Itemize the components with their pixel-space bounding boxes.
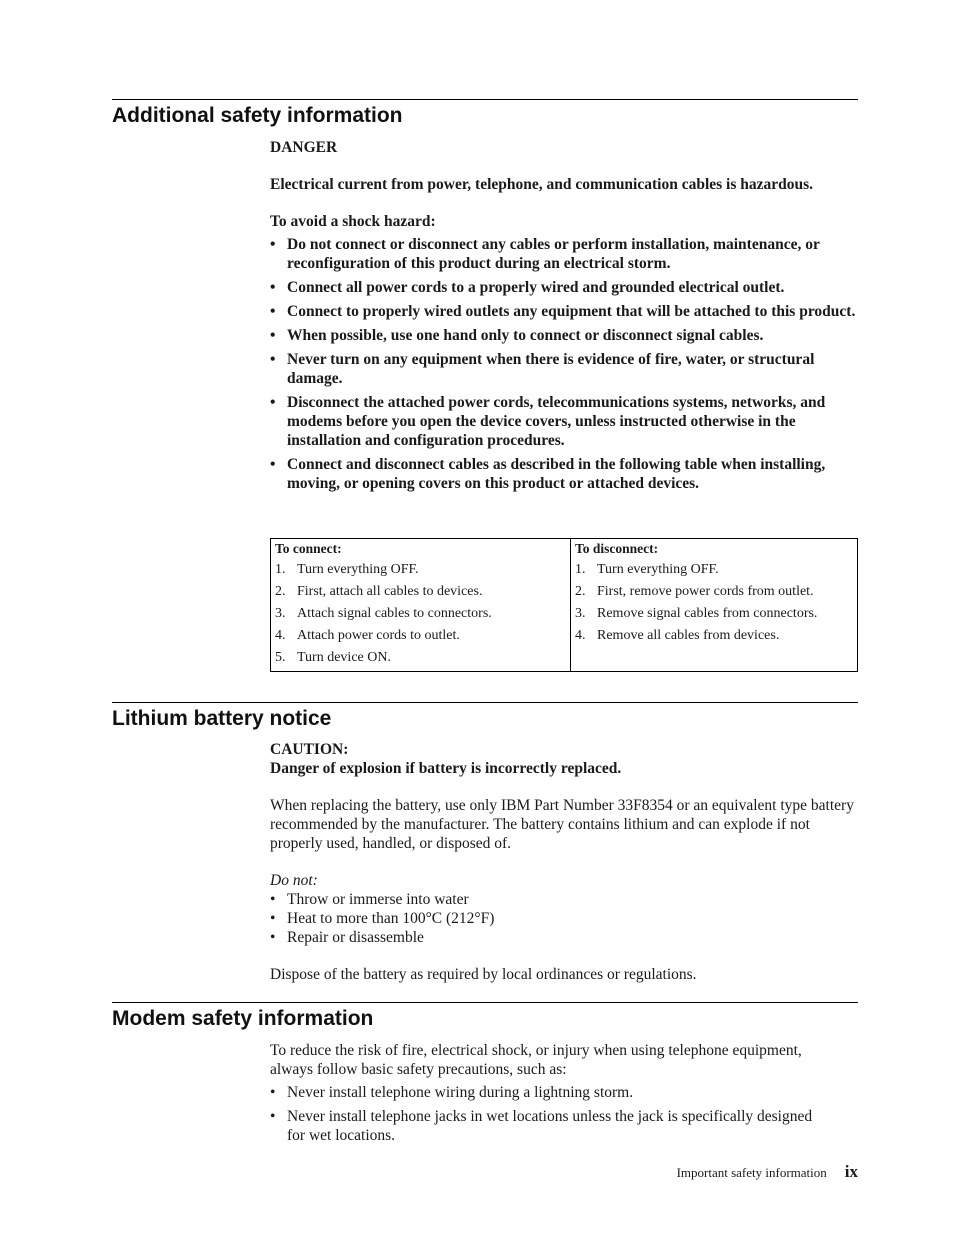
lithium-battery-section: [112, 702, 858, 732]
list-item: • Throw or immerse into water: [270, 890, 855, 909]
modem-safety-section: [112, 1002, 858, 1032]
connect-column: [271, 539, 571, 672]
list-item: • Do not connect or disconnect any cables or perform installation, maintenance, or reconfiguration of this product during an electrical storm.: [270, 235, 860, 273]
section-divider: [112, 99, 858, 100]
danger-label: DANGER: [270, 139, 338, 156]
list-item: • Never turn on any equipment when there is evidence of fire, water, or structural damage.: [270, 350, 860, 388]
battery-paragraph: When replacing the battery, use only IBM Part Number 33F8354 or an equivalent type battery recommended by the manufacturer. The battery contains lithium and can explode if not properly used, handled, or disposed of.: [270, 797, 854, 852]
table-row: 1. Turn everything OFF.: [275, 562, 419, 577]
list-item: • Never install telephone jacks in wet locations unless the jack is specifically designed for wet locations.: [270, 1107, 830, 1145]
caution-text: Danger of explosion if battery is incorrectly replaced.: [270, 760, 622, 777]
list-item: • Repair or disassemble: [270, 928, 855, 947]
additional-safety-section: [112, 99, 858, 129]
modem-list: [270, 1083, 830, 1145]
table-row: 5. Turn device ON.: [275, 650, 391, 665]
list-item: • Connect and disconnect cables as described in the following table when installing, moving, or opening covers on this product or attached devices.: [270, 455, 860, 493]
danger-text: Electrical current from power, telephone, and communication cables is hazardous.: [270, 176, 814, 193]
connect-header: To connect:: [275, 541, 342, 556]
page-footer: [677, 1162, 858, 1182]
table-row: 4. Remove all cables from devices.: [575, 628, 780, 643]
dispose-text: Dispose of the battery as required by local ordinances or regulations.: [270, 966, 697, 983]
lithium-body: [270, 740, 855, 984]
section-heading: Additional safety information: [112, 104, 403, 127]
list-item: • Connect to properly wired outlets any equipment that will be attached to this product.: [270, 302, 860, 321]
list-item: • Heat to more than 100°C (212°F): [270, 909, 855, 928]
footer-label: Important safety information: [676, 1165, 827, 1180]
list-item: • When possible, use one hand only to connect or disconnect signal cables.: [270, 326, 860, 345]
section-heading: Lithium battery notice: [112, 707, 332, 730]
do-not-list: [270, 890, 855, 947]
table-row: 1. Turn everything OFF.: [575, 562, 719, 577]
table-row: 3. Attach signal cables to connectors.: [275, 606, 492, 621]
list-item: • Never install telephone wiring during a lightning storm.: [270, 1083, 830, 1102]
list-item: • Connect all power cords to a properly wired and grounded electrical outlet.: [270, 278, 860, 297]
avoid-label: To avoid a shock hazard:: [270, 213, 436, 230]
shock-hazard-list: [270, 235, 860, 493]
section-divider: [112, 702, 858, 703]
connect-disconnect-table: [270, 538, 858, 672]
table-row: 2. First, attach all cables to devices.: [275, 584, 483, 599]
modem-intro: To reduce the risk of fire, electrical shock, or injury when using telephone equipment, always follow basic safety precautions, such as:: [270, 1042, 802, 1078]
table-row: 2. First, remove power cords from outlet.: [575, 584, 814, 599]
disconnect-header: To disconnect:: [575, 541, 659, 556]
section-divider: [112, 1002, 858, 1003]
disconnect-column: [571, 539, 858, 672]
danger-block: [270, 138, 860, 493]
table-row: 4. Attach power cords to outlet.: [275, 628, 460, 643]
do-not-label: Do not:: [270, 872, 318, 889]
table-row: 3. Remove signal cables from connectors.: [575, 606, 818, 621]
list-item: • Disconnect the attached power cords, telecommunications systems, networks, and modems before you open the device covers, unless instructed otherwise in the installation and configuration procedures.: [270, 393, 860, 450]
section-heading: Modem safety information: [112, 1007, 374, 1030]
caution-label: CAUTION:: [270, 741, 349, 758]
modem-body: [270, 1041, 830, 1145]
page-number: ix: [844, 1162, 858, 1181]
